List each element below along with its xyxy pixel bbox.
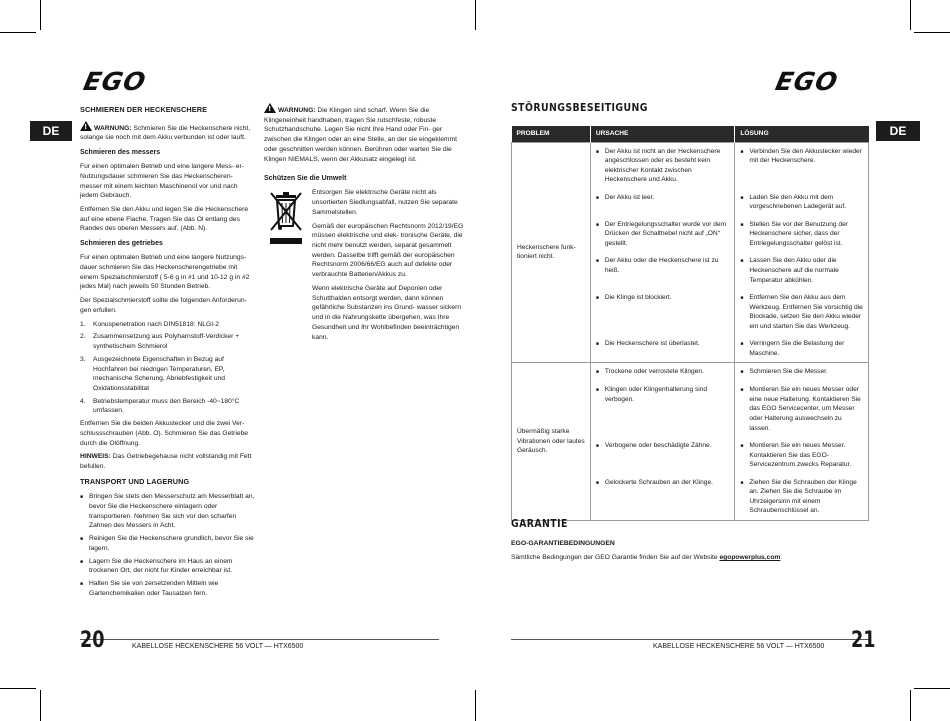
cause-cell: ■ Klingen oder Klingenhalterung sind verbogen. — [590, 381, 735, 437]
paragraph: Entfernen Sie den Akku und legen Sie die Heckenschere auf eine ebene Flache. Tragen Sie das Ol entlang des Randes des oberen Messers auf. (Abb. N). — [80, 206, 249, 233]
paragraph: Fur einen optimalen Betrieb und eine langere Mess- er-Nutzungsdauer schmieren Sie das Heckenscheren- messer mit einem leichten Maschinenol vor und nach jedem Gebrauch. — [80, 163, 244, 200]
paragraph: Der Spezialschmierstoff sollte die folgenden Anforderun- gen erfullen. — [80, 297, 247, 314]
solution-cell: ■ Stellen Sie vor der Benutzung der Heckenschere sicher, dass der Entriegelungsschalter gelöst ist. — [735, 216, 869, 253]
cause-cell: ■ Gelockerte Schrauben an der Klinge. — [590, 474, 735, 521]
table-header-row — [512, 126, 869, 142]
column-header: LÖSUNG — [735, 126, 869, 142]
cause-cell: ■ Der Akku ist nicht an der Heckenschere angeschlossen oder es besteht kein elektrischer Kontakt zwischen Heckenschere und Akku. — [590, 142, 735, 189]
list-item: 2. Zusammensetzung aus Polyharnstoff-Verdicker + synthetischem Schmierol — [80, 333, 240, 351]
list-item: ■ Reinigen Sie die Heckenschere grundlich, bevor Sie sie lagern. — [80, 535, 254, 552]
paragraph: Entsorgen Sie elektrische Geräte nicht als unsortierten Siedlungsabfall, nutzen Sie separate Sammelstellen. — [312, 189, 458, 216]
solution-cell: ■ Montieren Sie ein neues Messer oder eine neue Halterung. Kontaktieren Sie das EGO Servicecenter, um Messer oder Halterung auswechseln zu lassen. — [735, 381, 869, 437]
list-item: 4. Betriebstemperatur muss den Bereich -40~180°C umfassen. — [80, 397, 240, 415]
footer-title: KABELLOSE HECKENSCHERE 56 VOLT — HTX6500 — [653, 643, 825, 650]
ego-logo: EGO — [772, 67, 841, 96]
section-heading: TRANSPORT UND LAGERUNG — [80, 476, 190, 486]
table-row — [512, 363, 869, 382]
crop-mark — [40, 690, 41, 721]
footer-title: KABELLOSE HECKENSCHERE 56 VOLT — HTX6500 — [132, 643, 304, 650]
list-item: ■ Bringen Sie stets den Messerschutz am Messerblatt an, bevor Sie die Heckenschere einlagern oder transportieren. Nehmen Sie sich vor den scharfen Zahnen des Messers in Acht. — [80, 493, 255, 530]
bullet-list — [80, 492, 255, 598]
troubleshooting-table — [511, 126, 869, 521]
solution-cell: ■ Ziehen Sie die Schrauben der Klinge an. Ziehen Sie die Schraube im Uhrzeigersinn mit einem Schraubenschlüssel an. — [735, 474, 869, 521]
warranty-title: GARANTIE — [511, 517, 568, 530]
solution-cell: ■ Laden Sie den Akku mit dem vorgeschriebenen Ladegerät auf. — [735, 189, 869, 216]
page-number: 20 — [80, 628, 105, 653]
paragraph: Entfernen Sie die beiden Akkustecker und die zwei Ver- schlussschrauben (Abb. O). Schmieren Sie das Getriebe durch die Olöffnung. — [80, 420, 249, 447]
ego-logo: EGO — [80, 67, 149, 96]
problem-cell: Übermäßig starke Vibrationen oder lautes Geräusch. — [512, 363, 591, 521]
section-heading: SCHMIEREN DER HECKENSCHERE — [80, 105, 208, 114]
warning-note: !WARNUNG: Die Klingen sind scharf. Wenn Sie die Klingeneinheit handhaben, tragen Sie rutschfeste, robuste Schutzhandschuhe. Legen Sie nicht Ihre Hand oder Fin- ger zwischen die Klingen oder an eine Stelle, an der sie eingeklemmt oder geschnitten werden können. Berühren oder warten Sie die Klingen NIEMALS, wenn der Akkusatz eingelegt ist. — [264, 103, 466, 164]
left-column — [80, 100, 255, 601]
crop-mark — [910, 0, 911, 30]
troubleshooting-title: STÖRUNGSBESEITIGUNG — [511, 101, 648, 114]
middle-column — [264, 103, 466, 346]
cause-cell: ■ Die Klinge ist blockiert. — [590, 289, 735, 335]
cause-cell: ■ Der Akku oder die Heckenschere ist zu heiß. — [590, 252, 735, 289]
warranty-link[interactable]: egopowerplus.com — [719, 554, 781, 561]
crop-mark — [0, 32, 36, 33]
subsection-heading: Schmieren des messers — [80, 149, 161, 157]
problem-cell: Heckenschere funk- tioniert nicht. — [512, 142, 591, 363]
page-number: 21 — [851, 628, 876, 653]
footer-rule — [80, 639, 439, 640]
cause-cell: ■ Der Entriegelungsschalter wurde vor dem Drücken der Schalthebel nicht auf „ON“ gestellt. — [590, 216, 735, 253]
crop-mark — [0, 688, 36, 689]
crop-mark — [40, 0, 41, 30]
list-item: 3. Ausgezeichnete Eigenschaften in Bezug auf Hochfahren bei niedrigen Temperaturen, EP, mechanische Scherung, Abriebfestigkeit und Oxidationsstabilitat — [80, 355, 225, 392]
column-header: PROBLEM — [512, 126, 591, 142]
cause-cell: ■ Trockene oder verrostete Klingen. — [590, 363, 735, 382]
subsection-heading: Schmieren des getriebes — [80, 240, 163, 248]
cause-cell: ■ Die Heckenschere ist überlastet. — [590, 335, 735, 363]
cause-cell: ■ Der Akku ist leer. — [590, 189, 735, 216]
paragraph: Fur einen optimalen Betrieb und eine langere Nutzungs- dauer schmieren Sie das Heckenscherengetriebe mit einem Spezialschmierstoff ( 5-6 g in #1 und 10-12 g in #2 jedes Mal) nach jeweils 50 Stunden Betrieb. — [80, 254, 250, 291]
table-row — [512, 142, 869, 189]
crop-mark — [914, 688, 950, 689]
footer-rule — [511, 639, 870, 640]
language-tab: DE — [876, 121, 920, 141]
cause-cell: ■ Verbogene oder beschädigte Zähne. — [590, 437, 735, 474]
list-item: ■ Lagern Sie die Heckenschere im Haus an einem trockenen Ort, der nicht fur Kinder erreichbar ist. — [80, 557, 233, 575]
note: HINWEIS: Das Getriebegehause nicht vollstandig mit Fett befullen. — [80, 453, 252, 470]
solution-cell: ■ Verbinden Sie den Akkustecker wieder mit der Heckenschere. — [735, 142, 869, 189]
crop-mark — [914, 32, 950, 33]
paragraph: Gemäß der europäischen Rechtsnorm 2012/19/EG müssen elektrische und elek- tronische Geräte, die nicht mehr benutzt werden, separat gesammelt werden. Dasselbe trifft gemäß der europäischen Rechtsnorm 2006/66/EG auch auf defekte oder verbrauchte Batterien/Akkus zu. — [312, 222, 464, 279]
solution-cell: ■ Lassen Sie den Akku oder die Heckenschere auf die normale Temperatur abkühlen. — [735, 252, 869, 289]
paragraph: Wenn elektrische Geräte auf Deponien oder Schutthalden entsorgt werden, dann können gefährliche Substanzen ins Grund- wasser sickern und in die Nahrungskette übergehen, was Ihre Gesundheit und Ihr Wohlbefinden beeinträchtigen kann. — [312, 284, 462, 341]
weee-bin-icon — [266, 188, 306, 248]
solution-cell: ■ Verringern Sie die Belastung der Maschine. — [735, 335, 869, 363]
crop-mark — [910, 690, 911, 721]
warning-icon — [80, 121, 92, 131]
list-item: 1. Konuspenetration nach DIN51818: NLGI-2 — [80, 320, 220, 328]
solution-cell: ■ Montieren Sie ein neues Messer. Kontaktieren Sie das EGO- Servicezentrum zwecks Reparatur. — [735, 437, 869, 474]
warning-note: !WARNUNG: Schmieren Sie die Heckenschere nicht, solange sie noch mit dem Akku verbunden ist oder lauft. — [80, 121, 255, 143]
solution-cell: ■ Entfernen Sie den Akku aus dem Werkzeug. Entfernen Sie vorsichtig die Blockade, setzen Sie den Akku wieder ein und starten Sie das Werkzeug. — [735, 289, 869, 335]
subsection-heading: Schützen Sie die Umwelt — [264, 175, 347, 183]
warranty-subheading: EGO-GARANTIEBEDINGUNGEN — [511, 540, 615, 547]
numbered-list — [80, 320, 255, 416]
warranty-text: Sämtliche Bedingungen der GEO Garantie finden Sie auf der Website egopowerplus.com. — [511, 554, 783, 561]
solution-cell: ■ Schmieren Sie die Messer. — [735, 363, 869, 382]
crop-mark — [475, 0, 476, 30]
column-header: URSACHE — [590, 126, 735, 142]
list-item: ■ Halten Sie sie von zersetzenden Mitteln wie Gartenchemikalien oder Tausalzen fern. — [80, 580, 219, 597]
warning-icon — [264, 103, 276, 113]
environment-block — [264, 188, 466, 279]
language-tab: DE — [30, 121, 72, 141]
crop-mark — [475, 690, 476, 721]
